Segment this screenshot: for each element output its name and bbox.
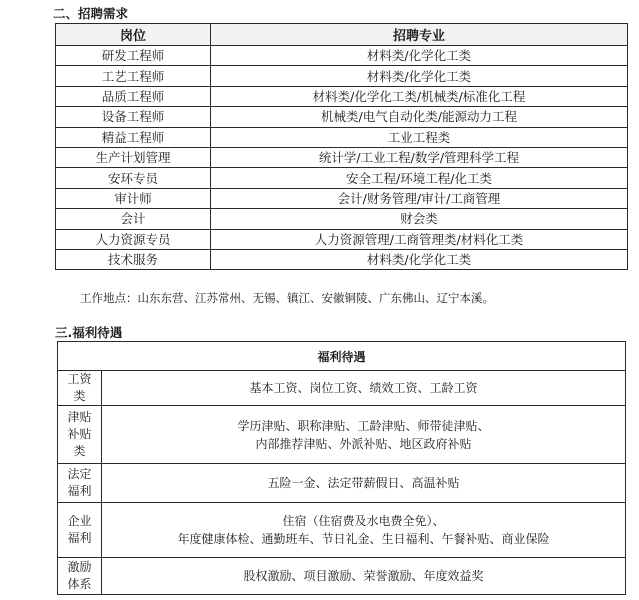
table-row <box>56 127 628 147</box>
category-line: 法定 <box>67 467 92 481</box>
table-row <box>56 107 628 127</box>
benefits-header: 福利待遇 <box>58 342 626 371</box>
major-cell: 财会类 <box>211 209 628 229</box>
table-row <box>58 371 626 406</box>
category-line: 类 <box>73 444 86 458</box>
content-line: 五险一金、法定带薪假日、高温补贴 <box>267 476 460 490</box>
benefit-content-cell <box>102 406 626 464</box>
position-cell: 精益工程师 <box>56 127 211 147</box>
work-location-text: 工作地点：山东东营、江苏常州、无锡、镇江、安徽铜陵、广东佛山、辽宁本溪。 <box>80 291 494 305</box>
content-line: 内部推荐津贴、外派补贴、地区政府补贴 <box>255 436 472 451</box>
category-line: 津贴 <box>67 410 92 424</box>
benefit-category-cell <box>58 558 102 595</box>
position-cell: 研发工程师 <box>56 46 211 66</box>
benefit-content-cell <box>102 371 626 406</box>
position-cell: 会计 <box>56 209 211 229</box>
category-line: 福利 <box>67 531 92 545</box>
benefit-content-cell <box>102 464 626 503</box>
benefit-category-cell <box>58 464 102 503</box>
table-row <box>58 464 626 503</box>
position-cell: 品质工程师 <box>56 86 211 106</box>
position-cell: 设备工程师 <box>56 107 211 127</box>
table-row <box>56 168 628 188</box>
content-line: 基本工资、岗位工资、绩效工资、工龄工资 <box>249 381 478 395</box>
table-row <box>58 503 626 558</box>
major-cell: 工业工程类 <box>211 127 628 147</box>
header-position: 岗位 <box>56 24 211 46</box>
content-line: 股权激励、项目激励、荣誉激励、年度效益奖 <box>243 569 484 583</box>
category-line: 类 <box>73 389 86 403</box>
category-line: 体系 <box>67 577 92 591</box>
category-line: 补贴 <box>67 427 92 441</box>
benefit-content-cell <box>102 558 626 595</box>
table-header-row <box>56 24 628 46</box>
position-cell: 技术服务 <box>56 249 211 269</box>
position-cell: 生产计划管理 <box>56 147 211 167</box>
category-line: 福利 <box>67 484 92 498</box>
category-line: 企业 <box>67 514 92 528</box>
content-line: 年度健康体检、通勤班车、节日礼金、生日福利、午餐补贴、商业保险 <box>177 532 550 546</box>
table-row <box>56 86 628 106</box>
major-cell: 材料类/化学化工类 <box>211 249 628 269</box>
major-cell: 材料类/化学化工类/机械类/标准化工程 <box>211 86 628 106</box>
table-row <box>56 249 628 269</box>
major-cell: 会计/财务管理/审计/工商管理 <box>211 188 628 208</box>
table-row <box>56 209 628 229</box>
table-row <box>58 558 626 595</box>
table-row <box>56 147 628 167</box>
header-major: 招聘专业 <box>211 24 628 46</box>
category-line: 激励 <box>67 560 92 574</box>
recruitment-table <box>55 23 628 270</box>
table-row <box>56 229 628 249</box>
position-cell: 人力资源专员 <box>56 229 211 249</box>
major-cell: 统计学/工业工程/数学/管理科学工程 <box>211 147 628 167</box>
major-cell: 机械类/电气自动化类/能源动力工程 <box>211 107 628 127</box>
benefit-category-cell <box>58 406 102 464</box>
benefit-category-cell <box>58 503 102 558</box>
major-cell: 材料类/化学化工类 <box>211 46 628 66</box>
position-cell: 审计师 <box>56 188 211 208</box>
position-cell: 安环专员 <box>56 168 211 188</box>
section-title-recruitment: 二、招聘需求 <box>53 6 129 21</box>
category-line: 工资 <box>67 372 92 386</box>
major-cell: 人力资源管理/工商管理类/材料化工类 <box>211 229 628 249</box>
major-cell: 材料类/化学化工类 <box>211 66 628 86</box>
position-cell: 工艺工程师 <box>56 66 211 86</box>
major-cell: 安全工程/环境工程/化工类 <box>211 168 628 188</box>
table-row <box>58 406 626 464</box>
content-line: 住宿（住宿费及水电费全免）、 <box>282 514 445 528</box>
table-row <box>56 66 628 86</box>
benefit-category-cell <box>58 371 102 406</box>
table-row <box>56 46 628 66</box>
section-title-benefits: 三.福利待遇 <box>55 325 123 340</box>
content-line: 学历津贴、职称津贴、工龄津贴、师带徒津贴、 <box>237 418 490 433</box>
benefits-table <box>57 341 626 595</box>
table-header-row <box>58 342 626 371</box>
table-row <box>56 188 628 208</box>
benefit-content-cell <box>102 503 626 558</box>
